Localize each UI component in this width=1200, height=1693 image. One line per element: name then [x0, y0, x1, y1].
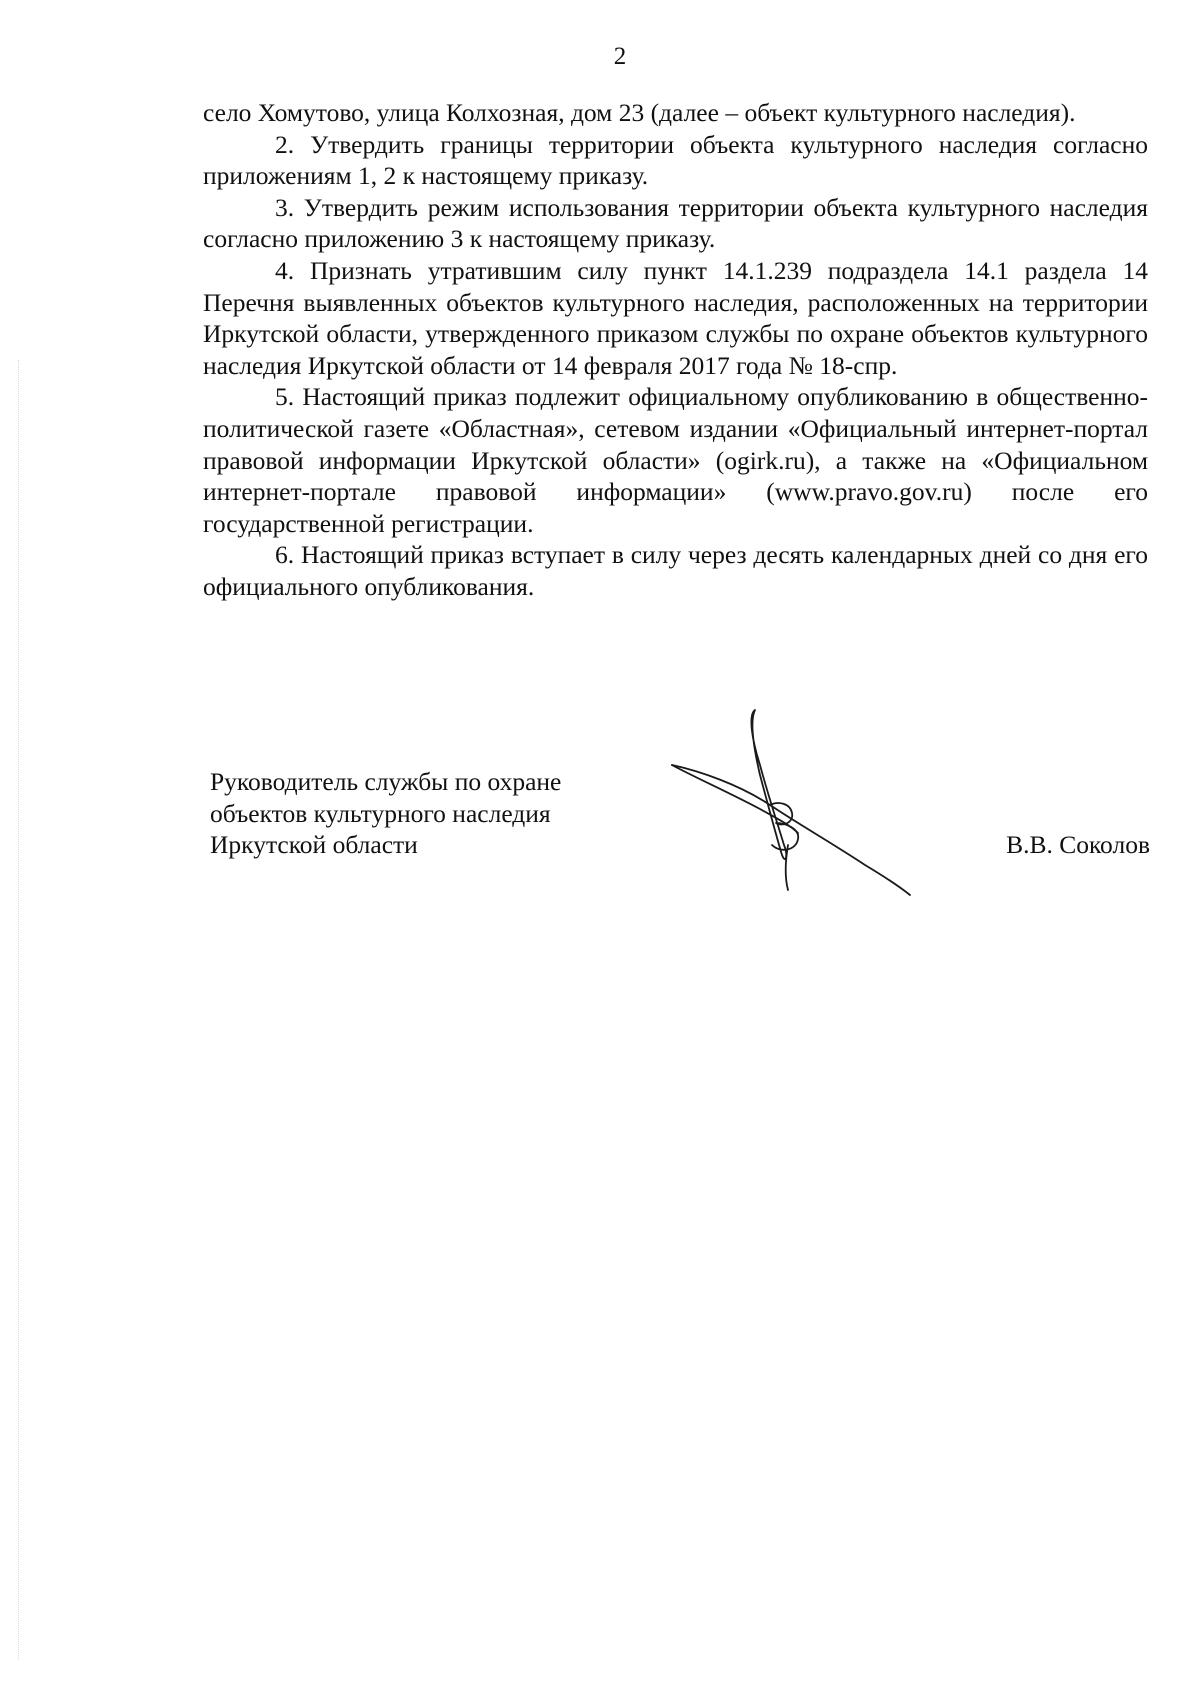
- signatory-position-line-2: объектов культурного наследия: [210, 798, 551, 828]
- signatory-name: В.В. Соколов: [1006, 830, 1150, 859]
- paragraph-item-5: 5. Настоящий приказ подлежит официальному опубликованию в общественно-политической газете «Областная», сетевом издании «Официальный интернет-портал правовой информации Иркутской области» (ogirk.ru), а также на «Официальном интернет-портале правовой информации» (www.pravo.gov.ru) после его государственной регистрации.: [203, 382, 1148, 538]
- scan-margin-marks: [18, 360, 23, 1660]
- signatory-position-line-1: Руководитель службы по охране: [210, 767, 562, 796]
- paragraph-continuation: село Хомутово, улица Колхозная, дом 23 (далее – объект культурного наследия).: [203, 98, 1076, 127]
- page-number: 2: [613, 43, 627, 70]
- handwritten-signature: [660, 705, 930, 925]
- paragraph-item-6: 6. Настоящий приказ вступает в силу через десять календарных дней со дня его официального опубликования.: [203, 540, 1148, 601]
- paragraph-item-4: 4. Признать утратившим силу пункт 14.1.239 подраздела 14.1 раздела 14 Перечня выявленных объектов культурного наследия, расположенных на территории Иркутской области, утвержденного приказом службы по охране объектов культурного наследия Иркутской области от 14 февраля 2017 года № 18-спр.: [203, 255, 1148, 380]
- signatory-position-line-3: Иркутской области: [210, 830, 418, 860]
- paragraph-item-3: 3. Утвердить режим использования территории объекта культурного наследия согласно приложению 3 к настоящему приказу.: [203, 192, 1148, 254]
- order-body-text: [203, 97, 1148, 603]
- paragraph-item-2: 2. Утвердить границы территории объекта культурного наследия согласно приложениям 1, 2 к настоящему приказу.: [203, 129, 1148, 191]
